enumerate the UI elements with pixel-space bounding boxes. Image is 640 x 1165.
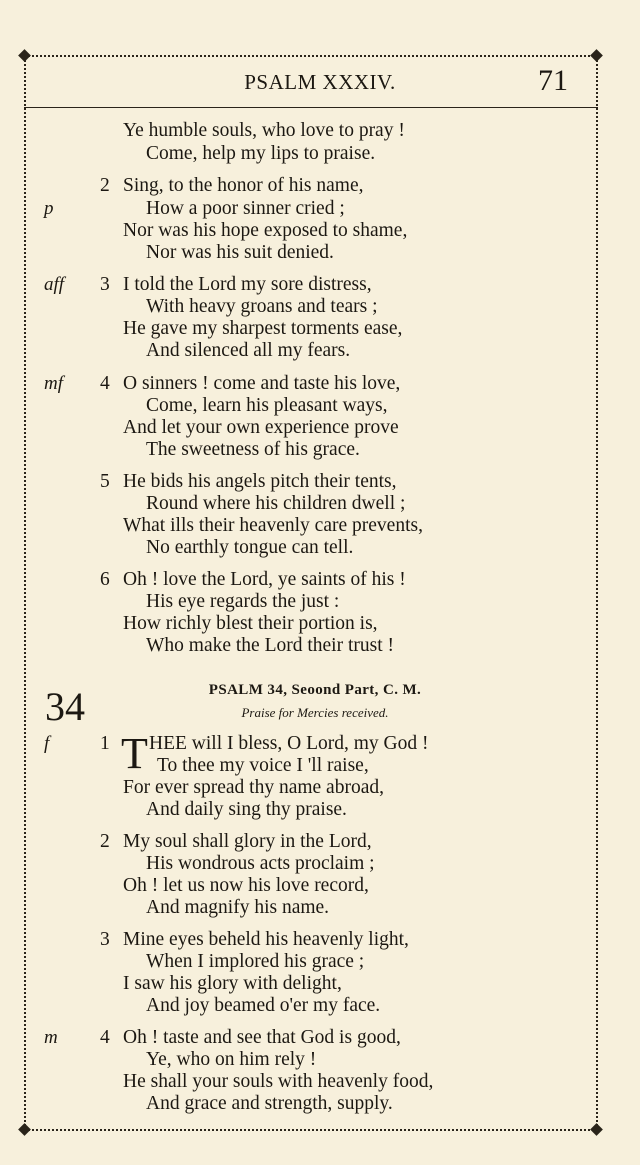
verse-line: How a poor sinner cried ;	[146, 198, 345, 219]
hymn-number: 34	[45, 684, 85, 729]
corner-ornament-icon	[18, 49, 31, 62]
verse-line: Who make the Lord their trust !	[146, 635, 395, 656]
verse-line: His wondrous acts proclaim ;	[146, 853, 375, 874]
verse-line: O sinners ! come and taste his love,	[123, 373, 401, 394]
running-title: PSALM XXXIV.	[244, 70, 396, 94]
page-number: 71	[538, 64, 568, 97]
verse-number: 3	[100, 929, 110, 950]
verse-line: Sing, to the honor of his name,	[123, 175, 364, 196]
verse-line: Come, learn his pleasant ways,	[146, 395, 388, 416]
verse-line: And magnify his name.	[146, 897, 330, 918]
verse-line: Oh ! love the Lord, ye saints of his !	[123, 569, 406, 590]
verse-line: Nor was his hope exposed to shame,	[123, 220, 408, 241]
verse-line: To thee my voice I 'll raise,	[157, 755, 369, 776]
corner-ornament-icon	[590, 1123, 603, 1136]
left-border	[24, 55, 26, 1130]
verse-line: And daily sing thy praise.	[146, 799, 347, 820]
verse-line: HEE will I bless, O Lord, my God !	[149, 733, 429, 754]
verse-number: 4	[100, 373, 110, 394]
verse-number: 6	[100, 569, 110, 590]
verse-line: For ever spread thy name abroad,	[123, 777, 384, 798]
verse-line: Ye, who on him rely !	[146, 1049, 317, 1070]
header-rule	[24, 107, 598, 108]
verse-number: 1	[100, 733, 110, 754]
verse-line: I told the Lord my sore distress,	[123, 274, 372, 295]
drop-cap: T	[121, 729, 148, 778]
verse-line: He gave my sharpest torments ease,	[123, 318, 403, 339]
verse-line: How richly blest their portion is,	[123, 613, 378, 634]
right-border	[596, 55, 598, 1130]
verse-number: 3	[100, 274, 110, 295]
corner-ornament-icon	[590, 49, 603, 62]
verse-line: And let your own experience prove	[123, 417, 399, 438]
dynamic-mark: mf	[44, 373, 63, 394]
corner-ornament-icon	[18, 1123, 31, 1136]
verse-line: He shall your souls with heavenly food,	[123, 1071, 434, 1092]
verse-line: And silenced all my fears.	[146, 340, 351, 361]
verse-line: When I implored his grace ;	[146, 951, 365, 972]
dynamic-mark: aff	[44, 274, 65, 295]
verse-line: Ye humble souls, who love to pray !	[123, 120, 405, 141]
top-border	[24, 55, 598, 57]
psalm-heading: PSALM 34, Seoond Part, C. M.	[208, 682, 422, 698]
verse-line: And joy beamed o'er my face.	[146, 995, 381, 1016]
bottom-border	[24, 1129, 598, 1131]
dynamic-mark: m	[44, 1027, 58, 1048]
verse-line: Oh ! taste and see that God is good,	[123, 1027, 401, 1048]
verse-line: With heavy groans and tears ;	[146, 296, 378, 317]
verse-number: 2	[100, 831, 110, 852]
verse-line: Round where his children dwell ;	[146, 493, 406, 514]
verse-line: Come, help my lips to praise.	[146, 143, 376, 164]
verse-line: No earthly tongue can tell.	[146, 537, 354, 558]
verse-line: What ills their heavenly care prevents,	[123, 515, 423, 536]
dynamic-mark: p	[44, 198, 54, 219]
psalm-subtitle: Praise for Mercies received.	[241, 705, 389, 720]
verse-line: Oh ! let us now his love record,	[123, 875, 369, 896]
verse-line: He bids his angels pitch their tents,	[123, 471, 397, 492]
verse-number: 5	[100, 471, 110, 492]
verse-line: I saw his glory with delight,	[123, 973, 342, 994]
verse-line: The sweetness of his grace.	[146, 439, 360, 460]
verse-line: Mine eyes beheld his heavenly light,	[123, 929, 409, 950]
verse-number: 2	[100, 175, 110, 196]
dynamic-mark: f	[44, 733, 50, 754]
verse-line: My soul shall glory in the Lord,	[123, 831, 372, 852]
verse-line: His eye regards the just :	[146, 591, 340, 612]
verse-line: And grace and strength, supply.	[146, 1093, 393, 1114]
verse-line: Nor was his suit denied.	[146, 242, 334, 263]
verse-number: 4	[100, 1027, 110, 1048]
